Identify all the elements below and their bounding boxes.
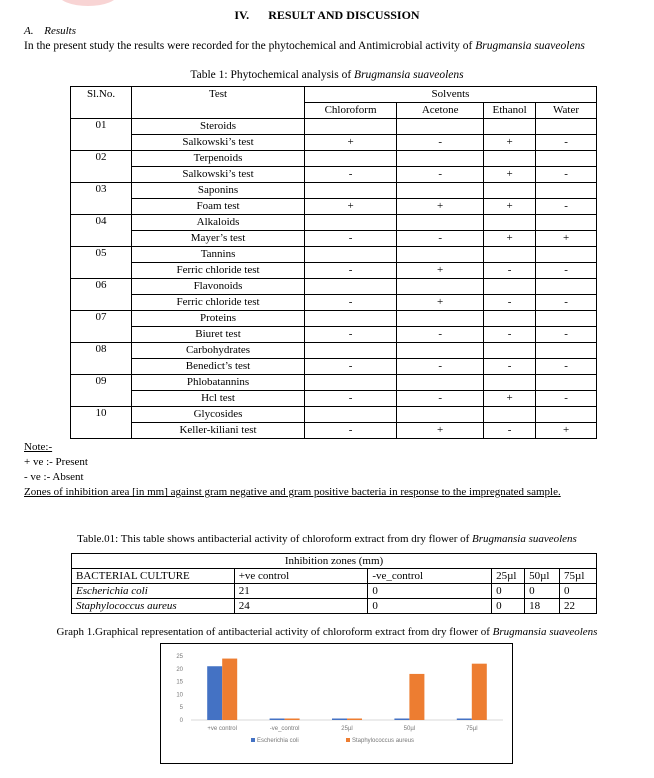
slno-cell: 09 — [71, 375, 132, 391]
legend-swatch — [346, 738, 350, 742]
blank-cell — [536, 247, 597, 263]
group-cell: Alkaloids — [132, 215, 305, 231]
slno-header: Sl.No. — [71, 87, 132, 103]
slno-header-blank — [71, 103, 132, 119]
blank-cell — [397, 279, 484, 295]
result-cell: - — [536, 263, 597, 279]
bar-escherichia-coli — [457, 719, 472, 721]
note-absent: - ve :- Absent — [24, 471, 84, 483]
table-cell: 0 — [492, 599, 525, 614]
table-row — [71, 359, 597, 375]
intro-text: In the present study the results were recorded for the phytochemical and Antimicrobial activity of — [24, 40, 473, 52]
bar-escherichia-coli — [207, 666, 222, 720]
bar-escherichia-coli — [270, 719, 285, 721]
result-cell: + — [397, 263, 484, 279]
blank-cell — [304, 311, 396, 327]
test-cell: Hcl test — [132, 391, 305, 407]
blank-cell — [397, 311, 484, 327]
column-header: 25µl — [492, 569, 525, 584]
blank-cell — [397, 343, 484, 359]
table-row — [71, 135, 597, 151]
table-row — [71, 375, 597, 391]
y-tick-label: 0 — [179, 718, 183, 724]
table-row — [71, 327, 597, 343]
x-tick-label: 50µl — [403, 726, 416, 732]
test-cell: Mayer’s test — [132, 231, 305, 247]
blank-cell — [304, 279, 396, 295]
table1-caption — [0, 69, 654, 81]
table-row — [71, 119, 597, 135]
y-tick-label: 25 — [176, 654, 183, 660]
result-cell: - — [397, 231, 484, 247]
table-row — [71, 215, 597, 231]
blank-cell — [304, 183, 396, 199]
x-tick-label: -ve_control — [269, 726, 300, 732]
blank-cell — [536, 311, 597, 327]
table-row — [71, 151, 597, 167]
result-cell: - — [304, 295, 396, 311]
zones-description: Zones of inhibition area [in mm] against gram negative and gram positive bacteria in response to the impregnated sample. — [24, 486, 561, 498]
blank-cell — [397, 183, 484, 199]
y-tick-label: 20 — [176, 666, 183, 673]
slno-cell-blank — [71, 199, 132, 215]
group-cell: Tannins — [132, 247, 305, 263]
result-cell: - — [536, 295, 597, 311]
table-cell: 0 — [525, 584, 560, 599]
blank-cell — [397, 375, 484, 391]
test-cell: Salkowski’s test — [132, 135, 305, 151]
blank-cell — [304, 119, 396, 135]
blank-cell — [304, 215, 396, 231]
slno-cell-blank — [71, 327, 132, 343]
result-cell: + — [397, 423, 484, 439]
table2-caption-text: Table.01: This table shows antibacterial activity of chloroform extract from dry flower of — [77, 533, 470, 545]
y-tick-label: 5 — [179, 705, 183, 712]
intro-paragraph — [24, 40, 585, 52]
y-tick-label: 15 — [176, 679, 183, 686]
table-row — [71, 343, 597, 359]
table2-top-header — [72, 554, 597, 569]
result-cell: - — [536, 135, 597, 151]
result-cell: - — [304, 423, 396, 439]
bar-staphylococcus-aureus — [222, 659, 237, 720]
blank-cell — [536, 407, 597, 423]
group-cell: Terpenoids — [132, 151, 305, 167]
blank-cell — [304, 407, 396, 423]
bar-staphylococcus-aureus — [347, 719, 362, 721]
inhibition-header: Inhibition zones (mm) — [72, 554, 597, 569]
inhibition-table — [71, 553, 597, 614]
solvent-header: Acetone — [397, 103, 484, 119]
table2-column-header — [72, 569, 597, 584]
table-cell: 0 — [560, 584, 597, 599]
table-row — [71, 295, 597, 311]
slno-cell-blank — [71, 167, 132, 183]
subsection-heading — [24, 25, 76, 37]
y-tick-label: 10 — [176, 692, 183, 699]
result-cell: - — [484, 423, 536, 439]
blank-cell — [304, 151, 396, 167]
result-cell: + — [536, 423, 597, 439]
table1-header-row-2 — [71, 103, 597, 119]
table-cell: 0 — [368, 599, 492, 614]
blank-cell — [397, 247, 484, 263]
bacteria-name — [72, 599, 235, 614]
table-row — [71, 247, 597, 263]
table-row — [71, 167, 597, 183]
column-header: -ve_control — [368, 569, 492, 584]
bar-staphylococcus-aureus — [285, 719, 300, 721]
bar-staphylococcus-aureus — [409, 674, 424, 720]
blank-cell — [536, 119, 597, 135]
group-cell: Proteins — [132, 311, 305, 327]
result-cell: + — [484, 231, 536, 247]
blank-cell — [484, 343, 536, 359]
slno-cell: 03 — [71, 183, 132, 199]
table-cell: 24 — [234, 599, 368, 614]
antibacterial-chart — [160, 643, 513, 764]
blank-cell — [484, 119, 536, 135]
table1-caption-species: Brugmansia suaveolens — [354, 69, 464, 81]
blank-cell — [484, 311, 536, 327]
blank-cell — [536, 151, 597, 167]
slno-cell: 04 — [71, 215, 132, 231]
subsection-title: Results — [44, 25, 77, 37]
table-cell: 0 — [368, 584, 492, 599]
result-cell: + — [536, 231, 597, 247]
blank-cell — [484, 375, 536, 391]
table-row — [71, 279, 597, 295]
test-cell: Ferric chloride test — [132, 263, 305, 279]
result-cell: + — [484, 135, 536, 151]
blank-cell — [397, 151, 484, 167]
x-tick-label: 25µl — [341, 726, 353, 732]
result-cell: - — [536, 199, 597, 215]
bar-escherichia-coli — [332, 719, 347, 721]
subsection-letter: A. — [24, 25, 34, 37]
result-cell: - — [536, 167, 597, 183]
result-cell: - — [536, 359, 597, 375]
blank-cell — [397, 119, 484, 135]
result-cell: - — [304, 391, 396, 407]
group-cell: Phlobatannins — [132, 375, 305, 391]
chart-svg — [161, 644, 512, 763]
slno-cell-blank — [71, 423, 132, 439]
bar-staphylococcus-aureus — [472, 664, 487, 720]
legend-label: Staphylococcus aureus — [352, 738, 415, 744]
table-row — [71, 183, 597, 199]
table-row — [71, 391, 597, 407]
table2-caption-species: Brugmansia suaveolens — [472, 533, 577, 545]
test-cell: Salkowski’s test — [132, 167, 305, 183]
result-cell: + — [304, 135, 396, 151]
result-cell: - — [397, 135, 484, 151]
column-header: 75µl — [560, 569, 597, 584]
column-header: 50µl — [525, 569, 560, 584]
blank-cell — [484, 151, 536, 167]
test-header-blank — [132, 103, 305, 119]
section-title: RESULT AND DISCUSSION — [268, 8, 420, 22]
section-heading — [0, 8, 654, 23]
slno-cell: 10 — [71, 407, 132, 423]
table-cell: 18 — [525, 599, 560, 614]
table-cell: 21 — [234, 584, 368, 599]
solvent-header: Water — [536, 103, 597, 119]
bar-escherichia-coli — [394, 719, 409, 721]
table-row — [71, 231, 597, 247]
group-cell: Carbohydrates — [132, 343, 305, 359]
result-cell: - — [484, 263, 536, 279]
slno-cell: 08 — [71, 343, 132, 359]
test-header: Test — [132, 87, 305, 103]
slno-cell: 01 — [71, 119, 132, 135]
blank-cell — [536, 375, 597, 391]
result-cell: - — [304, 359, 396, 375]
result-cell: - — [484, 359, 536, 375]
table1-header-row-1 — [71, 87, 597, 103]
slno-cell: 06 — [71, 279, 132, 295]
test-cell: Foam test — [132, 199, 305, 215]
result-cell: - — [484, 295, 536, 311]
intro-species: Brugmansia suaveolens — [475, 40, 585, 52]
blank-cell — [484, 215, 536, 231]
table-row — [71, 263, 597, 279]
result-cell: - — [397, 167, 484, 183]
group-cell: Flavonoids — [132, 279, 305, 295]
result-cell: + — [304, 199, 396, 215]
slno-cell-blank — [71, 231, 132, 247]
slno-cell-blank — [71, 391, 132, 407]
blank-cell — [536, 343, 597, 359]
blank-cell — [484, 247, 536, 263]
column-header: +ve control — [234, 569, 368, 584]
blank-cell — [484, 279, 536, 295]
slno-cell-blank — [71, 295, 132, 311]
blank-cell — [536, 279, 597, 295]
result-cell: - — [304, 263, 396, 279]
result-cell: - — [397, 327, 484, 343]
legend-swatch — [251, 738, 255, 742]
result-cell: - — [536, 327, 597, 343]
test-cell: Benedict’s test — [132, 359, 305, 375]
result-cell: - — [304, 167, 396, 183]
graph-caption-species: Brugmansia suaveolens — [492, 626, 598, 638]
blank-cell — [304, 247, 396, 263]
slno-cell: 05 — [71, 247, 132, 263]
table-row — [72, 599, 597, 614]
graph-caption — [0, 626, 654, 638]
note-present: + ve :- Present — [24, 456, 88, 468]
solvent-header: Ethanol — [484, 103, 536, 119]
test-cell: Biuret test — [132, 327, 305, 343]
blank-cell — [484, 407, 536, 423]
table1-caption-text: Table 1: Phytochemical analysis of — [190, 69, 352, 81]
table-row — [71, 423, 597, 439]
blank-cell — [304, 375, 396, 391]
table-row — [71, 407, 597, 423]
slno-cell: 02 — [71, 151, 132, 167]
blank-cell — [397, 407, 484, 423]
group-cell: Steroids — [132, 119, 305, 135]
result-cell: + — [397, 199, 484, 215]
solvent-header: Chloroform — [304, 103, 396, 119]
slno-cell-blank — [71, 359, 132, 375]
slno-cell-blank — [71, 135, 132, 151]
legend-label: Escherichia coli — [257, 738, 299, 744]
bacteria-name-text: Staphylococcus aureus — [76, 599, 177, 612]
table-row — [71, 199, 597, 215]
x-tick-label: +ve control — [207, 726, 237, 732]
result-cell: - — [397, 391, 484, 407]
table-row — [72, 584, 597, 599]
blank-cell — [484, 183, 536, 199]
test-cell: Keller-kiliani test — [132, 423, 305, 439]
result-cell: + — [484, 167, 536, 183]
phytochemical-table — [70, 86, 597, 439]
table2-caption — [0, 533, 654, 545]
result-cell: + — [397, 295, 484, 311]
section-number: IV. — [234, 8, 250, 22]
table-row — [71, 311, 597, 327]
group-cell: Glycosides — [132, 407, 305, 423]
slno-cell: 07 — [71, 311, 132, 327]
bacteria-name-text: Escherichia coli — [76, 584, 148, 597]
result-cell: - — [484, 327, 536, 343]
slno-cell-blank — [71, 263, 132, 279]
blank-cell — [536, 215, 597, 231]
header-logo-fragment — [58, 0, 118, 6]
note-block — [24, 440, 88, 485]
result-cell: - — [304, 327, 396, 343]
result-cell: - — [397, 359, 484, 375]
result-cell: - — [304, 231, 396, 247]
table-cell: 0 — [492, 584, 525, 599]
solvents-header: Solvents — [304, 87, 596, 103]
blank-cell — [304, 343, 396, 359]
graph-caption-text: Graph 1.Graphical representation of antibacterial activity of chloroform extract from dry flower of — [56, 626, 490, 638]
table-cell: 22 — [560, 599, 597, 614]
blank-cell — [397, 215, 484, 231]
result-cell: + — [484, 391, 536, 407]
x-tick-label: 75µl — [466, 726, 478, 732]
note-title: Note:- — [24, 441, 53, 453]
result-cell: - — [536, 391, 597, 407]
result-cell: + — [484, 199, 536, 215]
group-cell: Saponins — [132, 183, 305, 199]
test-cell: Ferric chloride test — [132, 295, 305, 311]
bacteria-name — [72, 584, 235, 599]
blank-cell — [536, 183, 597, 199]
column-header: BACTERIAL CULTURE — [72, 569, 235, 584]
